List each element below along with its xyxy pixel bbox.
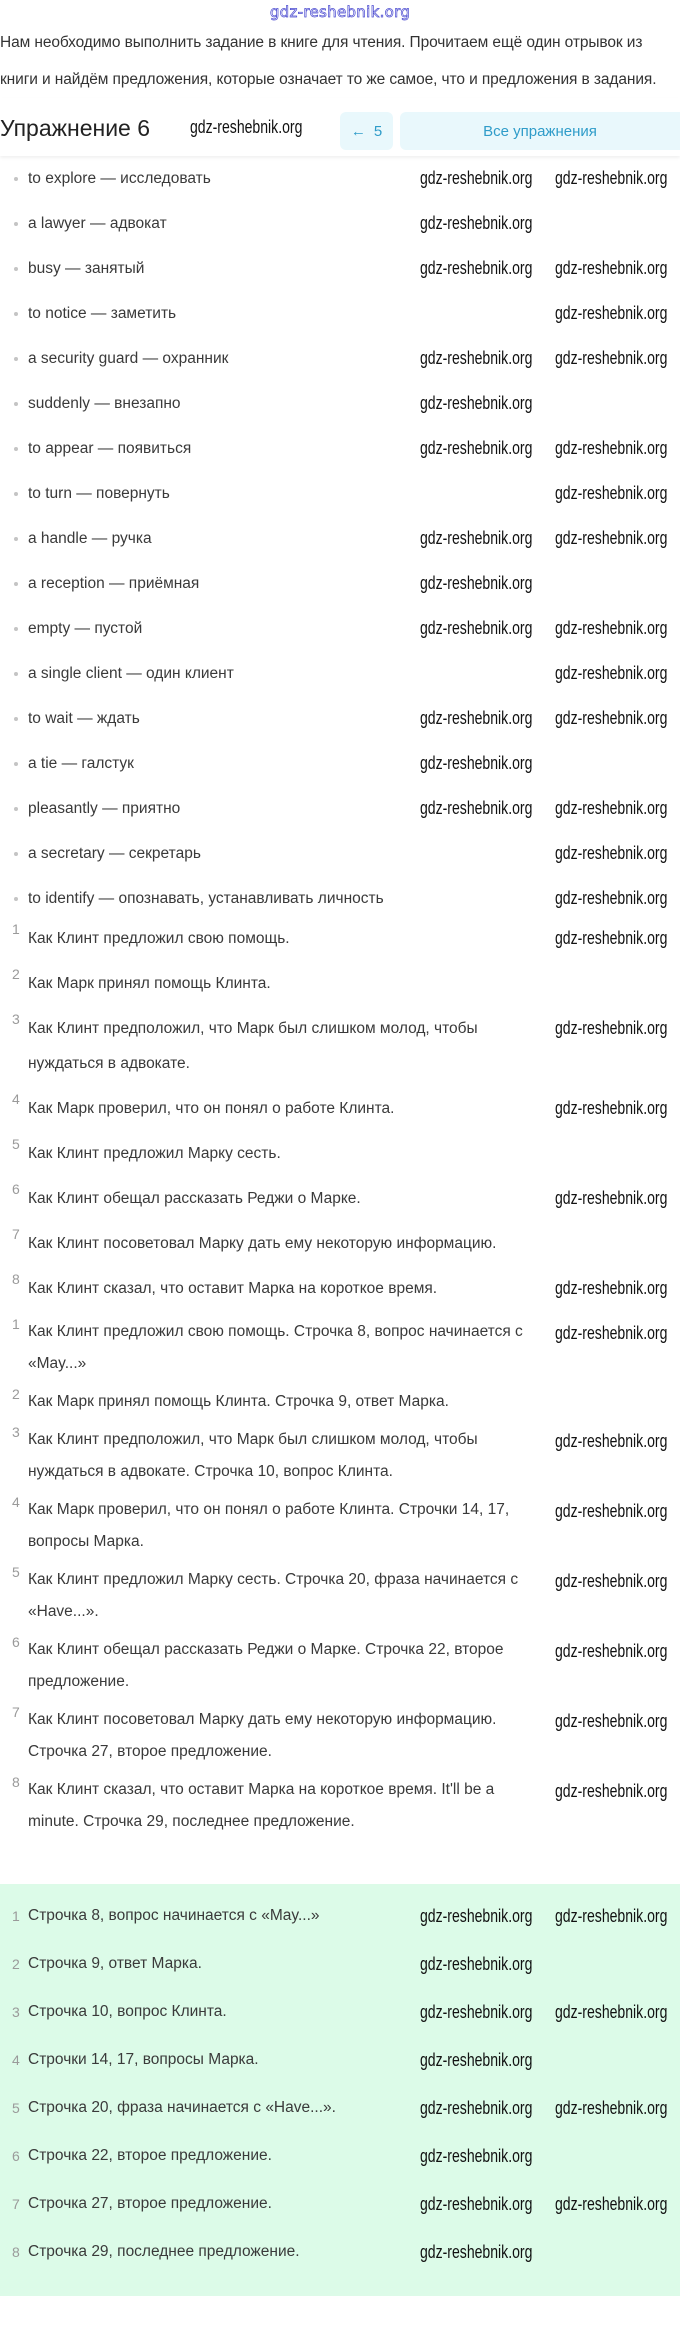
item-number: 4 (12, 1494, 20, 1510)
vocab-text: to wait — ждать (28, 709, 140, 727)
watermark: gdz-reshebnik.org (555, 528, 668, 548)
question-item (0, 1226, 680, 1271)
bullet-icon (14, 222, 18, 226)
bullet-icon (14, 447, 18, 451)
item-number: 2 (12, 1956, 20, 1972)
item-number: 1 (12, 1316, 20, 1332)
item-text: Как Клинт предложил свою помощь. Строчка 8, вопрос начинается с «May...» (28, 1323, 523, 1372)
bullet-icon (14, 897, 18, 901)
watermark: gdz-reshebnik.org (555, 1571, 668, 1591)
bullet-icon (14, 672, 18, 676)
watermark: gdz-reshebnik.org (555, 1018, 668, 1038)
item-text: Строчка 10, вопрос Клинта. (28, 2003, 227, 2020)
watermark: gdz-reshebnik.org (420, 528, 533, 548)
question-item (0, 1091, 680, 1136)
watermark: gdz-reshebnik.org (555, 258, 668, 278)
item-number: 6 (12, 1634, 20, 1650)
watermark: gdz-reshebnik.org (420, 618, 533, 638)
item-text: Строчка 29, последнее предложение. (28, 2243, 300, 2260)
item-text: Как Клинт посоветовал Марку дать ему некоторую информацию. Строчка 27, второе предложение. (28, 1711, 497, 1760)
vocab-text: a reception — приёмная (28, 574, 200, 592)
watermark: gdz-reshebnik.org (555, 1781, 668, 1801)
item-number: 8 (12, 1271, 20, 1287)
question-item (0, 1136, 680, 1181)
vocab-text: suddenly — внезапно (28, 394, 181, 412)
item-number: 2 (12, 1386, 20, 1402)
watermark: gdz-reshebnik.org (420, 2050, 533, 2070)
item-number: 4 (12, 2052, 20, 2068)
watermark: gdz-reshebnik.org (555, 618, 668, 638)
watermark: gdz-reshebnik.org (420, 393, 533, 413)
answer-item (0, 1940, 680, 1988)
watermark: gdz-reshebnik.org (420, 2002, 533, 2022)
watermark: gdz-reshebnik.org (555, 928, 668, 948)
list-item (0, 786, 680, 831)
item-text: Как Клинт предложил Марку сесть. (28, 1145, 281, 1162)
watermark: gdz-reshebnik.org (420, 2098, 533, 2118)
item-number: 8 (12, 1774, 20, 1790)
site-watermark-top: gdz-reshebnik.org (269, 3, 411, 21)
item-number: 1 (12, 921, 20, 937)
answer-item (0, 1704, 680, 1774)
item-text: Строчка 22, второе предложение. (28, 2147, 272, 2164)
answer-item (0, 1892, 680, 1940)
item-text: Как Клинт предположил, что Марк был слишком молод, чтобы нуждаться в адвокате. Строчка 10, вопрос Клинта. (28, 1431, 478, 1480)
page-title: Упражнение 6 (0, 115, 151, 141)
watermark: gdz-reshebnik.org (555, 303, 668, 323)
prev-exercise-label: 5 (373, 122, 383, 140)
answer-item (0, 2084, 680, 2132)
bullet-icon (14, 717, 18, 721)
list-item (0, 291, 680, 336)
list-item (0, 201, 680, 246)
vocab-text: empty — пустой (28, 619, 143, 637)
bullet-icon (14, 177, 18, 181)
watermark: gdz-reshebnik.org (420, 168, 533, 188)
item-number: 2 (12, 966, 20, 982)
watermark: gdz-reshebnik.org (420, 1954, 533, 1974)
item-number: 5 (12, 1136, 20, 1152)
watermark: gdz-reshebnik.org (555, 798, 668, 818)
watermark: gdz-reshebnik.org (420, 708, 533, 728)
answer-item (0, 2132, 680, 2180)
item-text: Как Марк проверил, что он понял о работе Клинта. Строчки 14, 17, вопросы Марка. (28, 1501, 510, 1550)
list-item (0, 381, 680, 426)
item-text: Строчка 8, вопрос начинается с «May...» (28, 1907, 320, 1924)
watermark: gdz-reshebnik.org (555, 888, 668, 908)
watermark: gdz-reshebnik.org (420, 213, 533, 233)
answer-item (0, 1386, 680, 1424)
item-number: 6 (12, 2148, 20, 2164)
watermark: gdz-reshebnik.org (555, 168, 668, 188)
answer-item (0, 2228, 680, 2276)
item-text: Строчки 14, 17, вопросы Марка. (28, 2051, 259, 2068)
watermark: gdz-reshebnik.org (555, 708, 668, 728)
watermark: gdz-reshebnik.org (420, 2194, 533, 2214)
watermark: gdz-reshebnik.org (555, 1188, 668, 1208)
bullet-icon (14, 492, 18, 496)
list-item (0, 651, 680, 696)
vocab-text: a lawyer — адвокат (28, 214, 167, 232)
watermark: gdz-reshebnik.org (555, 1641, 668, 1661)
bullet-icon (14, 807, 18, 811)
watermark: gdz-reshebnik.org (420, 2242, 533, 2262)
vocab-text: a handle — ручка (28, 529, 152, 547)
list-item (0, 606, 680, 651)
list-item (0, 516, 680, 561)
item-text: Строчка 20, фраза начинается с «Have...». (28, 2099, 336, 2116)
vocab-text: a security guard — охранник (28, 349, 229, 367)
task-intro: Нам необходимо выполнить задание в книге для чтения. Прочитаем ещё один отрывок из книги и найдём предложения, которые означает то же самое, что и предложения в задания. (0, 34, 657, 88)
watermark: gdz-reshebnik.org (420, 348, 533, 368)
item-text: Как Клинт предложил Марку сесть. Строчка 20, фраза начинается с «Have...». (28, 1571, 519, 1620)
item-number: 8 (12, 2244, 20, 2260)
exercise-header (0, 98, 680, 156)
answers-full-list (0, 1316, 680, 1844)
item-text: Как Марк принял помощь Клинта. (28, 975, 271, 992)
list-item (0, 156, 680, 201)
vocab-text: to explore — исследовать (28, 169, 211, 187)
answer-item (0, 1316, 680, 1386)
bullet-icon (14, 582, 18, 586)
answer-item (0, 1774, 680, 1844)
item-text: Как Марк принял помощь Клинта. Строчка 9, ответ Марка. (28, 1393, 449, 1410)
bullet-icon (14, 312, 18, 316)
watermark: gdz-reshebnik.org (190, 117, 303, 137)
answer-item (0, 1634, 680, 1704)
vocab-text: to identify — опознавать, устанавливать личность (28, 889, 384, 907)
vocab-text: to appear — появиться (28, 439, 192, 457)
watermark: gdz-reshebnik.org (555, 1098, 668, 1118)
watermark: gdz-reshebnik.org (420, 798, 533, 818)
vocab-text: pleasantly — приятно (28, 799, 181, 817)
bullet-icon (14, 627, 18, 631)
question-item (0, 921, 680, 966)
watermark: gdz-reshebnik.org (555, 1711, 668, 1731)
item-number: 7 (12, 2196, 20, 2212)
vocab-text: to notice — заметить (28, 304, 177, 322)
item-number: 5 (12, 2100, 20, 2116)
item-text: Как Клинт сказал, что оставит Марка на короткое время. It'll be a minute. Строчка 29, последнее предложение. (28, 1781, 495, 1830)
item-number: 3 (12, 2004, 20, 2020)
item-text: Как Клинт обещал рассказать Реджи о Марке. (28, 1190, 361, 1207)
question-item (0, 1011, 680, 1091)
bullet-icon (14, 267, 18, 271)
bullet-icon (14, 852, 18, 856)
answer-item (0, 1494, 680, 1564)
watermark: gdz-reshebnik.org (555, 483, 668, 503)
answer-box (0, 1884, 680, 2296)
all-exercises-button[interactable]: Все упражнения (400, 112, 680, 150)
list-item (0, 876, 680, 921)
bullet-icon (14, 357, 18, 361)
item-number: 1 (12, 1908, 20, 1924)
watermark: gdz-reshebnik.org (555, 348, 668, 368)
list-item (0, 336, 680, 381)
vocab-text: a tie — галстук (28, 754, 134, 772)
watermark: gdz-reshebnik.org (555, 843, 668, 863)
item-text: Строчка 27, второе предложение. (28, 2195, 272, 2212)
list-item (0, 831, 680, 876)
watermark: gdz-reshebnik.org (420, 573, 533, 593)
watermark: gdz-reshebnik.org (555, 2002, 668, 2022)
question-item (0, 1271, 680, 1316)
watermark: gdz-reshebnik.org (555, 1501, 668, 1521)
watermark: gdz-reshebnik.org (555, 1431, 668, 1451)
item-number: 3 (12, 1424, 20, 1440)
watermark: gdz-reshebnik.org (555, 663, 668, 683)
vocab-text: a single client — один клиент (28, 664, 234, 682)
list-item (0, 471, 680, 516)
item-text: Строчка 9, ответ Марка. (28, 1955, 202, 1972)
item-number: 4 (12, 1091, 20, 1107)
item-number: 6 (12, 1181, 20, 1197)
watermark: gdz-reshebnik.org (555, 1323, 668, 1343)
list-item (0, 246, 680, 291)
list-item (0, 696, 680, 741)
watermark: gdz-reshebnik.org (420, 1906, 533, 1926)
watermark: gdz-reshebnik.org (420, 2146, 533, 2166)
answer-item (0, 1988, 680, 2036)
answer-item (0, 2036, 680, 2084)
vocab-text: busy — занятый (28, 259, 145, 277)
answer-item (0, 1424, 680, 1494)
item-number: 7 (12, 1704, 20, 1720)
list-item (0, 561, 680, 606)
item-text: Как Клинт сказал, что оставит Марка на короткое время. (28, 1280, 438, 1297)
watermark: gdz-reshebnik.org (420, 438, 533, 458)
questions-list (0, 921, 680, 1316)
watermark: gdz-reshebnik.org (555, 438, 668, 458)
bullet-icon (14, 402, 18, 406)
watermark: gdz-reshebnik.org (555, 1906, 668, 1926)
arrow-left-icon: ← (350, 122, 366, 140)
watermark: gdz-reshebnik.org (555, 2194, 668, 2214)
item-number: 3 (12, 1011, 20, 1027)
item-text: Как Клинт предложил свою помощь. (28, 930, 290, 947)
vocabulary-list (0, 156, 680, 921)
watermark: gdz-reshebnik.org (555, 2098, 668, 2118)
answer-item (0, 1564, 680, 1634)
question-item (0, 1181, 680, 1226)
item-text: Как Марк проверил, что он понял о работе Клинта. (28, 1100, 395, 1117)
item-text: Как Клинт предположил, что Марк был слишком молод, чтобы нуждаться в адвокате. (28, 1020, 478, 1072)
watermark: gdz-reshebnik.org (420, 258, 533, 278)
item-number: 5 (12, 1564, 20, 1580)
vocab-text: a secretary — секретарь (28, 844, 201, 862)
bullet-icon (14, 537, 18, 541)
question-item (0, 966, 680, 1011)
watermark: gdz-reshebnik.org (420, 753, 533, 773)
answer-item (0, 2180, 680, 2228)
bullet-icon (14, 762, 18, 766)
list-item (0, 426, 680, 471)
item-text: Как Клинт посоветовал Марку дать ему некоторую информацию. (28, 1235, 497, 1252)
item-number: 7 (12, 1226, 20, 1242)
list-item (0, 741, 680, 786)
vocab-text: to turn — повернуть (28, 484, 170, 502)
prev-exercise-button[interactable] (340, 112, 393, 150)
watermark: gdz-reshebnik.org (555, 1278, 668, 1298)
item-text: Как Клинт обещал рассказать Реджи о Марке. Строчка 22, второе предложение. (28, 1641, 504, 1690)
